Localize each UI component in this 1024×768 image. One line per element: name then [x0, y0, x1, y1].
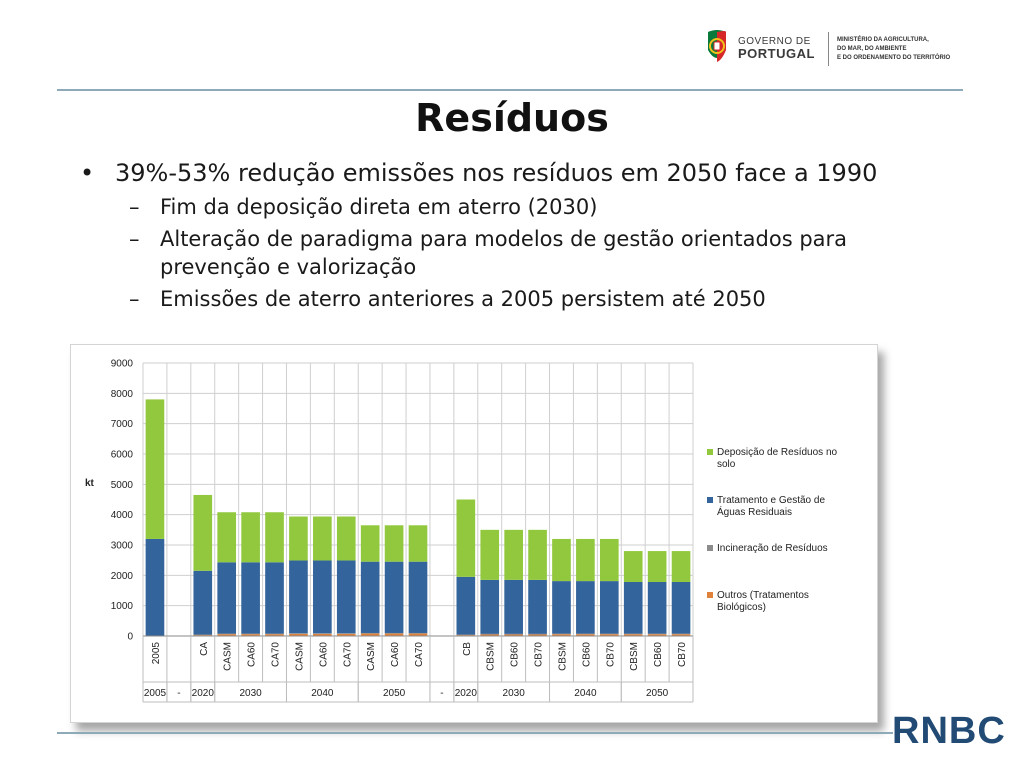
- bar-segment: [337, 633, 356, 634]
- x-group-label: 2040: [574, 688, 597, 699]
- ministry-label: [837, 36, 950, 63]
- bar-segment: [337, 516, 356, 560]
- y-tick-label: 2000: [110, 570, 133, 582]
- x-tick-label: CBSM: [485, 642, 497, 671]
- bar-segment: [289, 516, 308, 560]
- bar-segment: [552, 634, 571, 635]
- dash-icon: –: [129, 227, 140, 251]
- bar-segment: [504, 580, 523, 634]
- legend-swatch: [707, 545, 713, 551]
- bar-segment: [385, 633, 404, 634]
- bar-segment: [313, 516, 332, 560]
- bar-segment: [528, 530, 547, 580]
- bar-segment: [576, 539, 595, 581]
- gov-line-1: GOVERNO DE: [738, 36, 811, 47]
- bar-segment: [552, 581, 571, 633]
- legend-swatch: [707, 592, 713, 598]
- bullet-text: 39%-53% redução emissões nos resíduos em 2050 face a 1990: [115, 159, 878, 187]
- bar-segment: [409, 525, 428, 561]
- bullet-list: [80, 157, 960, 313]
- x-tick-label: CA70: [414, 642, 425, 668]
- logo-divider: [828, 32, 829, 66]
- bar-segment: [504, 634, 523, 635]
- bar-segment: [672, 634, 691, 635]
- x-group-label: -: [177, 688, 181, 699]
- y-tick-label: 9000: [110, 358, 133, 370]
- x-tick-label: CB60: [581, 642, 593, 668]
- governo-portugal-logo: [704, 30, 964, 70]
- legend-swatch: [707, 497, 713, 503]
- y-tick-label: 6000: [110, 449, 133, 461]
- footer-divider: [57, 732, 893, 734]
- bar-segment: [457, 577, 476, 635]
- bar-segment: [600, 539, 619, 581]
- bar-segment: [361, 525, 380, 561]
- x-group-label: 2030: [239, 688, 262, 699]
- bar-segment: [193, 571, 212, 635]
- subbullet-item: [80, 193, 960, 221]
- bar-segment: [552, 539, 571, 581]
- subbullet-item: [80, 225, 960, 281]
- bar-segment: [241, 562, 260, 633]
- bullet-dot-icon: •: [80, 159, 95, 187]
- x-group-label: 2050: [646, 688, 669, 699]
- bar-segment: [241, 634, 260, 635]
- bar-segment: [385, 525, 404, 561]
- governo-label: [738, 36, 815, 60]
- y-tick-label: 5000: [110, 479, 133, 491]
- bar-segment: [146, 539, 165, 636]
- legend-label: Biológicos): [717, 602, 766, 613]
- bar-segment: [648, 634, 667, 635]
- bar-segment: [193, 634, 212, 635]
- bar-segment: [672, 582, 691, 634]
- x-tick-label: CASM: [366, 642, 378, 671]
- bar-segment: [265, 634, 284, 635]
- bar-segment: [217, 562, 236, 633]
- bar-segment: [193, 495, 212, 571]
- bar-segment: [457, 500, 476, 577]
- emissions-chart-svg: [71, 345, 877, 722]
- bar-segment: [504, 530, 523, 580]
- x-tick-label: CB: [461, 642, 473, 656]
- bar-segment: [241, 512, 260, 562]
- bar-segment: [337, 560, 356, 633]
- x-tick-label: CA60: [246, 642, 258, 668]
- x-tick-label: CASM: [294, 642, 306, 671]
- legend-label: Outros (Tratamentos: [717, 590, 809, 601]
- x-tick-label: CBSM: [557, 642, 569, 671]
- bullet-item: [80, 157, 960, 189]
- subbullet-text: Fim da deposição direta em aterro (2030): [160, 195, 598, 219]
- legend-label: solo: [717, 459, 736, 470]
- x-tick-label: CA60: [318, 642, 330, 668]
- slide-title: Resíduos: [415, 96, 609, 140]
- x-group-label: 2040: [311, 688, 334, 699]
- ministry-line-1: MINISTÉRIO DA AGRICULTURA,: [837, 37, 929, 43]
- ministry-line-3: E DO ORDENAMENTO DO TERRITÓRIO: [837, 55, 951, 61]
- bar-segment: [289, 633, 308, 634]
- bar-segment: [528, 580, 547, 634]
- x-group-label: 2005: [143, 688, 167, 699]
- bar-segment: [361, 562, 380, 633]
- bar-segment: [600, 581, 619, 633]
- bar-segment: [265, 512, 284, 562]
- y-tick-label: 8000: [110, 388, 133, 400]
- y-tick-label: 4000: [110, 510, 133, 522]
- bar-segment: [624, 582, 643, 634]
- bar-segment: [313, 633, 332, 634]
- bar-segment: [313, 560, 332, 633]
- bar-segment: [624, 551, 643, 582]
- bar-segment: [480, 530, 499, 580]
- x-tick-label: CA: [198, 642, 210, 656]
- bar-segment: [409, 562, 428, 633]
- x-group-label: 2020: [454, 688, 477, 699]
- legend-label: Deposição de Resíduos no: [717, 447, 838, 458]
- x-group-label: 2020: [191, 688, 214, 699]
- bar-segment: [265, 562, 284, 633]
- bar-segment: [576, 581, 595, 633]
- bar-segment: [146, 399, 165, 539]
- bar-segment: [480, 580, 499, 634]
- y-tick-label: 7000: [110, 419, 133, 431]
- bar-segment: [217, 634, 236, 635]
- dash-icon: –: [129, 195, 140, 219]
- bar-segment: [672, 551, 691, 582]
- legend-swatch: [707, 449, 713, 455]
- ministry-line-2: DO MAR, DO AMBIENTE: [837, 46, 907, 52]
- rnbc-logo: RNBC: [892, 710, 1006, 752]
- bar-segment: [409, 633, 428, 634]
- y-axis-label: kt: [85, 477, 94, 489]
- x-group-label: 2030: [502, 688, 525, 699]
- y-tick-label: 0: [127, 631, 133, 643]
- bar-segment: [576, 634, 595, 635]
- x-tick-label: CB70: [677, 642, 689, 668]
- bar-segment: [480, 634, 499, 635]
- legend-label: Águas Residuais: [717, 507, 793, 518]
- bar-segment: [217, 512, 236, 562]
- y-tick-label: 3000: [110, 540, 133, 552]
- subbullet-item: [80, 285, 960, 313]
- bar-segment: [528, 634, 547, 635]
- portugal-flag-icon: [704, 30, 730, 66]
- gov-line-2: PORTUGAL: [738, 46, 815, 61]
- subbullet-text: Alteração de paradigma para modelos de gestão orientados para prevenção e valorização: [160, 227, 848, 279]
- x-tick-label: CB70: [533, 642, 545, 668]
- x-tick-label: CB60: [509, 642, 521, 668]
- header-divider: [57, 89, 963, 91]
- x-tick-label: CASM: [222, 642, 234, 671]
- dash-icon: –: [129, 287, 140, 311]
- x-tick-label: CA60: [390, 642, 402, 668]
- legend-label: Tratamento e Gestão de: [717, 495, 826, 506]
- y-tick-label: 1000: [110, 601, 133, 613]
- bar-segment: [648, 551, 667, 582]
- bar-segment: [385, 562, 404, 633]
- bar-segment: [600, 634, 619, 635]
- x-tick-label: CBSM: [629, 642, 641, 671]
- x-tick-label: CA70: [270, 642, 282, 668]
- bar-segment: [361, 633, 380, 634]
- x-tick-label: CB70: [605, 642, 617, 668]
- x-tick-label: CA70: [342, 642, 354, 668]
- x-tick-label: 2005: [150, 642, 162, 665]
- x-tick-label: CB60: [653, 642, 665, 668]
- bar-segment: [289, 560, 308, 633]
- emissions-chart: [70, 344, 878, 723]
- bar-segment: [457, 634, 476, 635]
- x-group-label: -: [440, 688, 444, 699]
- subbullet-text: Emissões de aterro anteriores a 2005 persistem até 2050: [160, 287, 766, 311]
- bar-segment: [648, 582, 667, 634]
- legend-label: Incineração de Resíduos: [717, 543, 828, 554]
- bar-segment: [624, 634, 643, 635]
- x-group-label: 2050: [382, 688, 406, 699]
